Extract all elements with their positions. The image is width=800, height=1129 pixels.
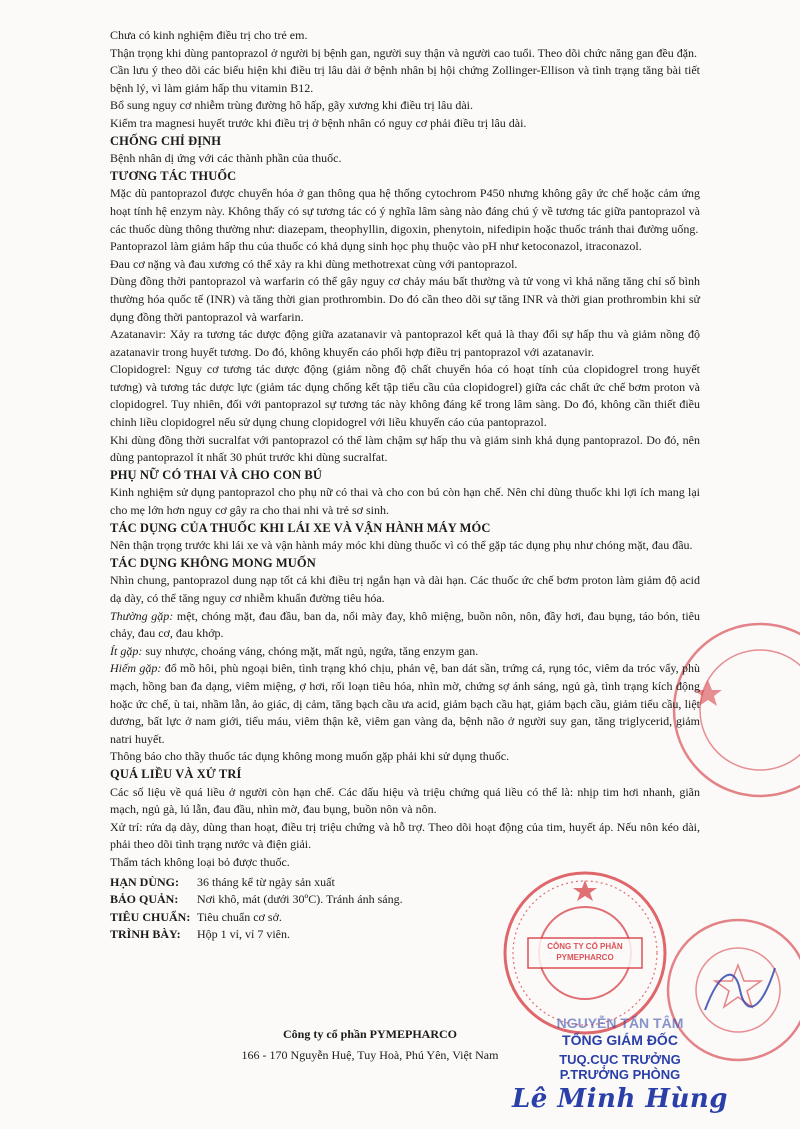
info-key: BẢO QUẢN: [110,892,179,907]
document-body [110,27,700,944]
adverse-notify: Thông báo cho thầy thuốc tác dụng không mong muốn gặp phải khi sử dụng thuốc. [110,749,510,764]
info-key: TRÌNH BÀY: [110,927,181,942]
interactions-heading: TƯƠNG TÁC THUỐC [110,168,237,183]
product-info-row [110,926,700,944]
product-info-row [110,874,700,892]
info-key: TIÊU CHUẨN: [110,909,191,924]
precaution-line: Thận trọng khi dùng pantoprazol ở người bị bệnh gan, người suy thận và người cao tuổi. Theo dõi chức năng gan đều đặn. [110,45,698,60]
adverse-uncommon-text: suy nhược, choáng váng, chóng mặt, mất ngủ, ngứa, tăng enzym gan. [142,643,479,658]
adverse-rare-text: đổ mồ hôi, phù ngoại biên, tình trạng khó chịu, phản vệ, ban dát sần, trứng cá, rụng tóc, viêm da tróc vẩy, phù mạch, hồng ban đa dạng, viêm miệng, ợ hơi, rối loạn tiêu hóa, nhìn mờ, chứng sợ ánh sáng, ngủ gà, tình trạng kích động hoặc ức chế, ù tai, nhầm lẫn, ảo giác, dị cảm, tăng bạch cầu ưa acid, giảm bạch cầu hạt, giảm bạch cầu, giảm tiểu cầu, liệt dương, bất lực ở nam giới, tiểu máu, viêm thận kẽ, viêm gan vàng da, bệnh não ở người suy gan, tăng triglycerid, giảm natri huyết. [110,661,700,746]
interaction-paragraph: Mặc dù pantoprazol được chuyển hóa ở gan thông qua hệ thống cytochrom P450 nhưng không gây ức chế hoặc cảm ứng hoạt tính hệ enzym này. Không thấy có sự tương tác có ý nghĩa lâm sàng nào đáng chú ý về tương tác giữa pantoprazol và các thuốc dùng thông thường như: diazepam, theophyllin, digoxin, phenytoin, nifedipin hoặc thuốc tránh thai đường uống. [110,186,700,236]
precautions-section [110,27,700,133]
info-value: Tiêu chuẩn cơ sở. [197,909,282,924]
pregnancy-text: Kinh nghiệm sử dụng pantoprazol cho phụ nữ có thai và cho con bú còn hạn chế. Nên chỉ dùng thuốc khi lợi ích mang lại cho mẹ lớn hơn nguy cơ gây ra cho thai nhi và trẻ sơ sinh. [110,485,700,518]
info-value: 36 tháng kể từ ngày sản xuất [197,874,335,889]
overdose-text: Các số liệu về quá liều ở người còn hạn chế. Các dấu hiệu và triệu chứng quá liều có thể là: nhịp tim hơi nhanh, giãn mạch, ngủ gà, lú lẫn, đau đầu, nhìn mờ, đau bụng, buồn nôn và nôn. [110,784,700,817]
proxy-line-2: P.TRƯỞNG PHÒNG [559,1067,681,1082]
adverse-common [110,608,700,643]
overdose-dialysis: Thẩm tách không loại bỏ được thuốc. [110,854,290,869]
pregnancy-heading: PHỤ NỮ CÓ THAI VÀ CHO CON BÚ [110,467,322,482]
product-info-row [110,909,700,927]
driving-heading: TÁC DỤNG CỦA THUỐC KHI LÁI XE VÀ VẬN HÀNH MÁY MÓC [110,520,491,535]
contraindications-heading: CHỐNG CHỈ ĐỊNH [110,133,222,148]
company-block [220,1024,520,1066]
driving-text: Nên thận trọng trước khi lái xe và vận hành máy móc khi dùng thuốc vì có thể gặp tác dụng phụ như chóng mặt, đau đầu. [110,538,693,553]
precaution-line: Bổ sung nguy cơ nhiễm trùng đường hô hấp, gãy xương khi điều trị lâu dài. [110,98,473,113]
overdose-treatment: Xử trí: rửa dạ dày, dùng than hoạt, điều trị triệu chứng và hỗ trợ. Theo dõi hoạt động của tim, huyết áp. Nếu nôn kéo dài, phải theo dõi tình trạng nước và điện giải. [110,819,700,852]
interaction-paragraph: Pantoprazol làm giảm hấp thu của thuốc có khả dụng sinh học phụ thuộc vào pH như ketoconazol, itraconazol. [110,239,642,254]
interaction-paragraph: Đau cơ nặng và đau xương có thể xảy ra khi dùng methotrexat cùng với pantoprazol. [110,256,518,271]
adverse-uncommon [110,643,700,661]
company-name: Công ty cổ phần PYMEPHARCO [282,1027,457,1041]
signer-faded-name: NGUYỄN TẤN TÂM [556,1015,684,1031]
signer-title: TỔNG GIÁM ĐỐC [562,1032,678,1048]
adverse-rare-label: Hiếm gặp: [110,661,162,676]
overdose-heading: QUÁ LIỀU VÀ XỬ TRÍ [110,766,242,781]
precaution-line: Chưa có kinh nghiệm điều trị cho trẻ em. [110,28,308,42]
adverse-heading: TÁC DỤNG KHÔNG MONG MUỐN [110,555,316,570]
contraindications-text: Bệnh nhân dị ứng với các thành phần của thuốc. [110,151,342,166]
company-stamp-text: CÔNG TY CỔ PHẦN PYMEPHARCO [547,942,623,962]
adverse-uncommon-label: Ít gặp: [110,643,143,658]
info-key: HẠN DÙNG: [110,874,179,889]
signature-scribble [700,960,780,1020]
product-info-row [110,891,700,909]
signature-block [505,1015,735,1114]
adverse-rare [110,660,700,748]
adverse-intro: Nhìn chung, pantoprazol dung nạp tốt cả khi điều trị ngắn hạn và dài hạn. Các thuốc ức chế bơm proton làm giảm độ acid dạ dày, có thể tăng nguy cơ nhiễm khuẩn đường tiêu hóa. [110,573,700,605]
company-address: 166 - 170 Nguyễn Huệ, Tuy Hoà, Phú Yên, Việt Nam [241,1048,499,1062]
handwritten-signature: Lê Minh Hùng [512,1084,728,1114]
proxy-line-1: TUQ.CỤC TRƯỞNG [559,1052,681,1067]
interaction-paragraph: Azatanavir: Xảy ra tương tác dược động giữa azatanavir và pantoprazol kết quả là thay đổi sự hấp thu và giảm nồng độ azatanavir trong huyết tương. Do đó, không khuyến cáo phối hợp điều trị pantoprazol với azatanavir. [110,327,700,359]
interaction-paragraph: Dùng đồng thời pantoprazol và warfarin có thể gây nguy cơ chảy máu bất thường và tử vong vì khả năng tăng chỉ số bình thường hóa quốc tế (INR) và tăng thời gian prothrombin. Do đó cần theo dõi sự tăng INR và thời gian prothrombin khi sử dụng đồng thời pantoprazol và warfarin. [110,274,700,324]
interaction-paragraph: Clopidogrel: Nguy cơ tương tác dược động (giảm nồng độ chất chuyển hóa có hoạt tính của clopidogrel trong huyết tương) và tương tác dược lực (giảm tác dụng chống kết tập tiểu cầu của clopidogrel) giữa các chất ức chế bơm proton và clopidogrel. Tuy nhiên, đối với pantoprazol sự tương tác này không đáng kể trong lâm sàng. Do đó, không cần thiết điều chỉnh liều clopidogrel nếu sử dụng chung clopidogrel với liều khuyến cáo của pantoprazol. [110,362,700,430]
precaution-line: Kiểm tra magnesi huyết trước khi điều trị ở bệnh nhân có nguy cơ phải điều trị lâu dài. [110,115,527,130]
adverse-common-label: Thường gặp: [110,608,174,623]
product-info-table [110,874,700,944]
interaction-paragraph: Khi dùng đồng thời sucralfat với pantoprazol có thể làm chậm sự hấp thu và giảm sinh khả dụng pantoprazol. Do đó, nên dùng pantoprazol ít nhất 30 phút trước khi dùng sucralfat. [110,432,700,465]
info-value: Hộp 1 vỉ, vỉ 7 viên. [197,927,290,942]
precaution-line: Cần lưu ý theo dõi các biểu hiện khi điều trị lâu dài ở bệnh nhân bị hội chứng Zollinger-Ellison và tình trạng tăng bài tiết bệnh lý, vì làm giảm hấp thu vitamin B12. [110,63,700,95]
adverse-common-text: mệt, chóng mặt, đau đầu, ban da, nổi mày đay, khô miệng, buồn nôn, nôn, đầy hơi, đau bụng, táo bón, tiêu chảy, đau cơ, đau khớp. [110,608,701,641]
info-value: Nơi khô, mát (dưới 30ºC). Tránh ánh sáng. [197,892,403,907]
